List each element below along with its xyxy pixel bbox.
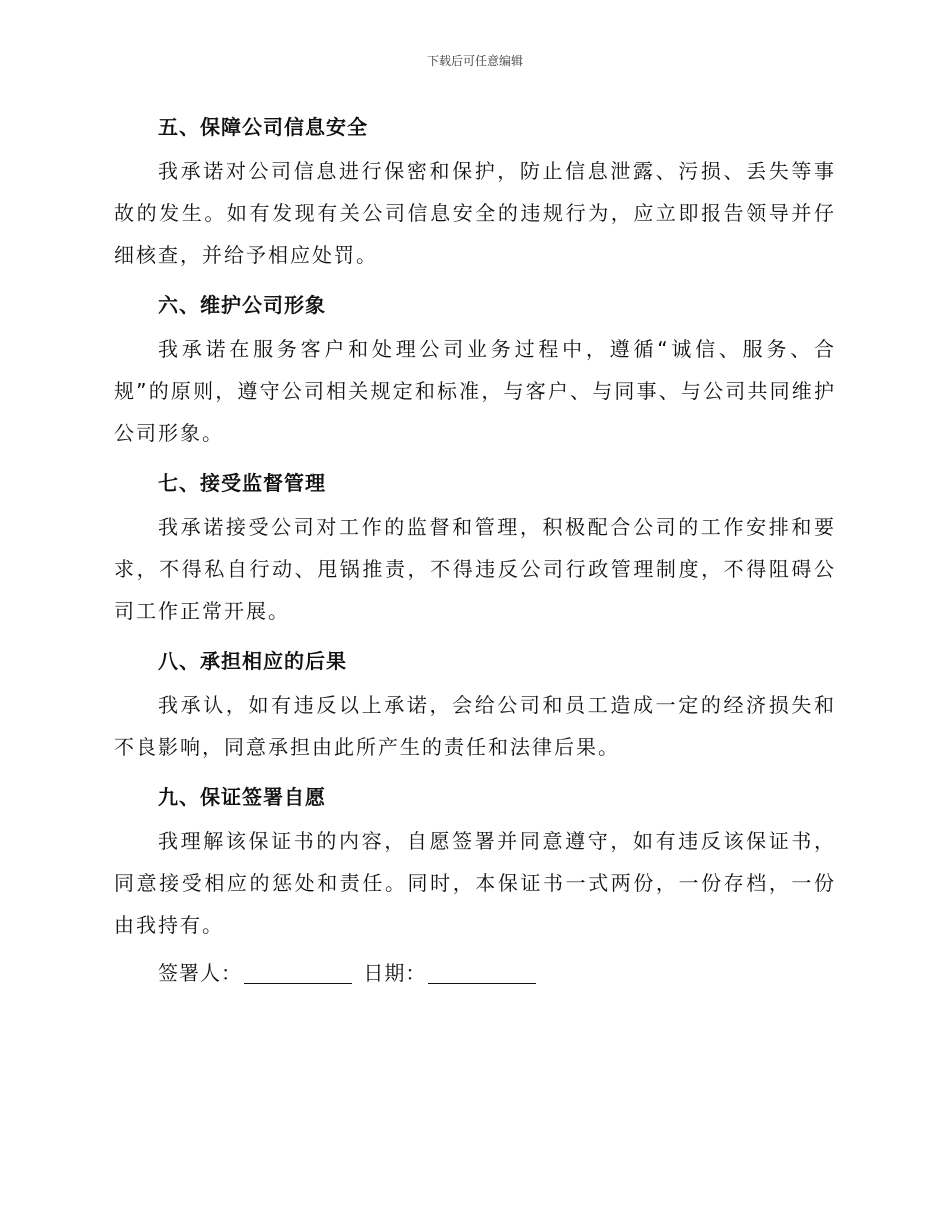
section-protect-info (114, 104, 836, 276)
date-label: 日期： (363, 961, 427, 985)
section-paragraph: 我理解该保证书的内容，自愿签署并同意遵守，如有违反该保证书，同意接受相应的惩处和责任。同时，本保证书一式两份，一份存档，一份由我持有。 (114, 829, 836, 937)
section-paragraph: 我承诺对公司信息进行保密和保护，防止信息泄露、污损、丢失等事故的发生。如有发现有关公司信息安全的违规行为，应立即报告领导并仔细核查，并给予相应处罚。 (114, 159, 836, 267)
signer-blank[interactable] (244, 959, 352, 984)
section-heading: 七、接受监督管理 (158, 471, 326, 495)
section-heading: 六、维护公司形象 (158, 293, 326, 317)
section-heading: 九、保证签署自愿 (158, 785, 326, 809)
section-paragraph: 我承认，如有违反以上承诺，会给公司和员工造成一定的经济损失和不良影响，同意承担由此所产生的责任和法律后果。 (114, 693, 836, 759)
document-body (114, 104, 836, 994)
page-header: 下载后可任意编辑 (426, 54, 523, 68)
signature-line (114, 952, 836, 994)
date-blank[interactable] (428, 959, 536, 984)
section-paragraph: 我承诺接受公司对工作的监督和管理，积极配合公司的工作安排和要求，不得私自行动、甩锅推责，不得违反公司行政管理制度，不得阻碍公司工作正常开展。 (114, 515, 836, 623)
signer-label: 签署人： (158, 961, 242, 985)
section-voluntary-signing (114, 774, 836, 946)
section-company-image (114, 282, 836, 454)
section-supervision (114, 460, 836, 632)
section-heading: 五、保障公司信息安全 (158, 115, 368, 139)
section-paragraph: 我承诺在服务客户和处理公司业务过程中，遵循“诚信、服务、合规”的原则，遵守公司相关规定和标准，与客户、与同事、与公司共同维护公司形象。 (114, 337, 836, 445)
section-heading: 八、承担相应的后果 (158, 649, 347, 673)
section-consequences (114, 638, 836, 768)
